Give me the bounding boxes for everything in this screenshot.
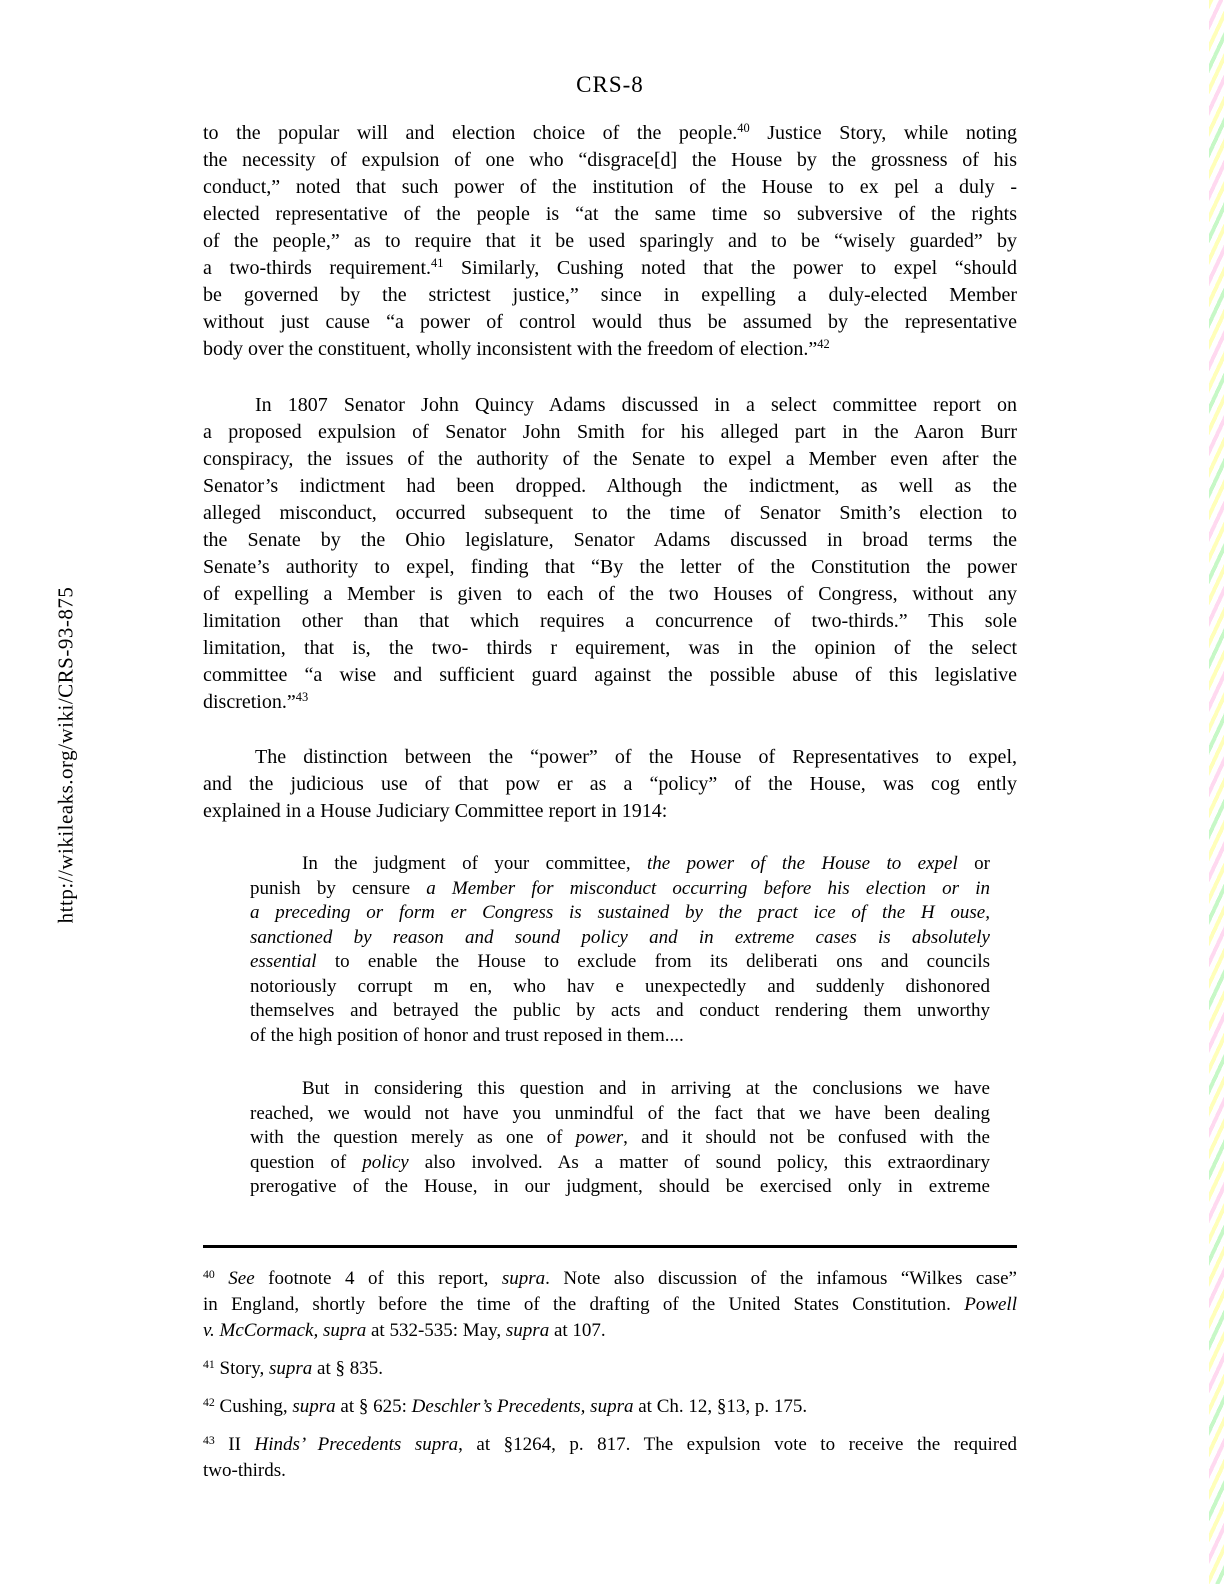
text-line: be governed by the strictest justice,” since in expelling a duly-elected Member <box>203 284 1017 306</box>
text-line: a two-thirds requirement.$^{41}$ Similarly, Cushing noted that the power to expel “should <box>203 256 1017 279</box>
footnote-43 <box>203 1432 1017 1484</box>
text-line: explained in a House Judiciary Committee report in 1914: <box>203 800 668 822</box>
text-line: v. McCormack, supra at 532-535: May, supra at 107. <box>203 1320 606 1341</box>
text-line: the Senate by the Ohio legislature, Senator Adams discussed in broad terms the <box>203 529 1017 551</box>
text-line: a proposed expulsion of Senator John Smith for his alleged part in the Aaron Burr <box>203 421 1017 443</box>
text-line: elected representative of the people is “at the same time so subversive of the rights <box>203 203 1017 225</box>
page-header: CRS-8 <box>576 72 644 97</box>
text-line: punish by censure a Member for misconduct occurring before his election or in <box>250 877 990 899</box>
text-line: a preceding or form er Congress is sustained by the pract ice of the H ouse, <box>250 902 990 923</box>
text-line: of expelling a Member is given to each of the two Houses of Congress, without any <box>203 583 1017 605</box>
blockquote-1 <box>250 852 990 1048</box>
footnote-separator-rule <box>203 1245 1017 1248</box>
text-line: sanctioned by reason and sound policy and in extreme cases is absolutely <box>250 926 990 948</box>
wikileaks-watermark-url: http://wikileaks.org/wiki/CRS-93-875 <box>53 586 78 924</box>
text-line: the necessity of expulsion of one who “disgrace[d] the House by the grossness of his <box>203 149 1017 171</box>
footnote-42 <box>203 1394 1017 1420</box>
text-line: of the high position of honor and trust reposed in them.... <box>250 1024 684 1046</box>
blockquote-2 <box>250 1077 990 1200</box>
text-line: to the popular will and election choice of the people.$^{40}$ Justice Story, while noting <box>203 121 1018 144</box>
text-line: notoriously corrupt m en, who hav e unexpectedly and suddenly dishonored <box>250 975 990 997</box>
paragraph-1 <box>203 120 1017 363</box>
text-line: two-thirds. <box>203 1460 286 1481</box>
text-line: in England, shortly before the time of the drafting of the United States Constitution. Powell <box>203 1294 1017 1315</box>
footnote-41 <box>203 1356 1017 1382</box>
text-line: In 1807 Senator John Quincy Adams discussed in a select committee report on <box>255 394 1017 416</box>
text-line: prerogative of the House, in our judgment, should be exercised only in extreme <box>250 1176 990 1197</box>
text-line: limitation other than that which requires a concurrence of two-thirds.” This sole <box>203 610 1017 632</box>
scan-edge-pattern <box>1209 0 1224 1584</box>
paragraph-2 <box>203 392 1017 716</box>
text-line: alleged misconduct, occurred subsequent to the time of Senator Smith’s election to <box>203 502 1017 524</box>
text-line: Senator’s indictment had been dropped. Although the indictment, as well as the <box>203 475 1017 497</box>
text-line: committee “a wise and sufficient guard against the possible abuse of this legislative <box>203 664 1017 686</box>
text-line: conduct,” noted that such power of the institution of the House to ex pel a duly - <box>203 176 1017 198</box>
text-line: In the judgment of your committee, the power of the House to expel or <box>302 853 991 874</box>
text-line: themselves and betrayed the public by acts and conduct rendering them unworthy <box>250 1000 990 1021</box>
text-line: reached, we would not have you unmindful of the fact that we have been dealing <box>250 1102 990 1124</box>
text-line: limitation, that is, the two- thirds r equirement, was in the opinion of the select <box>203 637 1017 659</box>
text-line: conspiracy, the issues of the authority of the Senate to expel a Member even after the <box>203 448 1017 470</box>
text-line: The distinction between the “power” of the House of Representatives to expel, <box>255 746 1017 768</box>
text-line: $^{40}$ See footnote 4 of this report, supra. Note also discussion of the infamous “Wilkes case” <box>203 1267 1017 1289</box>
text-line: Senate’s authority to expel, finding that “By the letter of the Constitution the power <box>203 556 1017 578</box>
text-line: essential to enable the House to exclude from its deliberati ons and councils <box>250 951 990 972</box>
text-line: of the people,” as to require that it be used sparingly and to be “wisely guarded” by <box>203 230 1017 252</box>
text-line: with the question merely as one of power, and it should not be confused with the <box>250 1127 990 1148</box>
text-line: discretion.”$^{43}$ <box>203 690 309 713</box>
footnote-40 <box>203 1266 1017 1344</box>
text-line: $^{42}$ Cushing, supra at § 625: Deschler’s Precedents, supra at Ch. 12, §13, p. 175. <box>203 1395 808 1417</box>
text-line: $^{41}$ Story, supra at § 835. <box>203 1357 383 1379</box>
text-line: and the judicious use of that pow er as a “policy” of the House, was cog ently <box>203 773 1017 795</box>
text-line: body over the constituent, wholly inconsistent with the freedom of election.”$^{42}$ <box>203 337 830 360</box>
text-line: without just cause “a power of control would thus be assumed by the representative <box>203 311 1017 333</box>
text-line: $^{43}$ II Hinds’ Precedents supra, at §1264, p. 817. The expulsion vote to receive the required <box>203 1433 1017 1455</box>
text-line: But in considering this question and in arriving at the conclusions we have <box>302 1078 990 1099</box>
paragraph-3 <box>203 744 1017 825</box>
text-line: question of policy also involved. As a matter of sound policy, this extraordinary <box>250 1151 990 1173</box>
